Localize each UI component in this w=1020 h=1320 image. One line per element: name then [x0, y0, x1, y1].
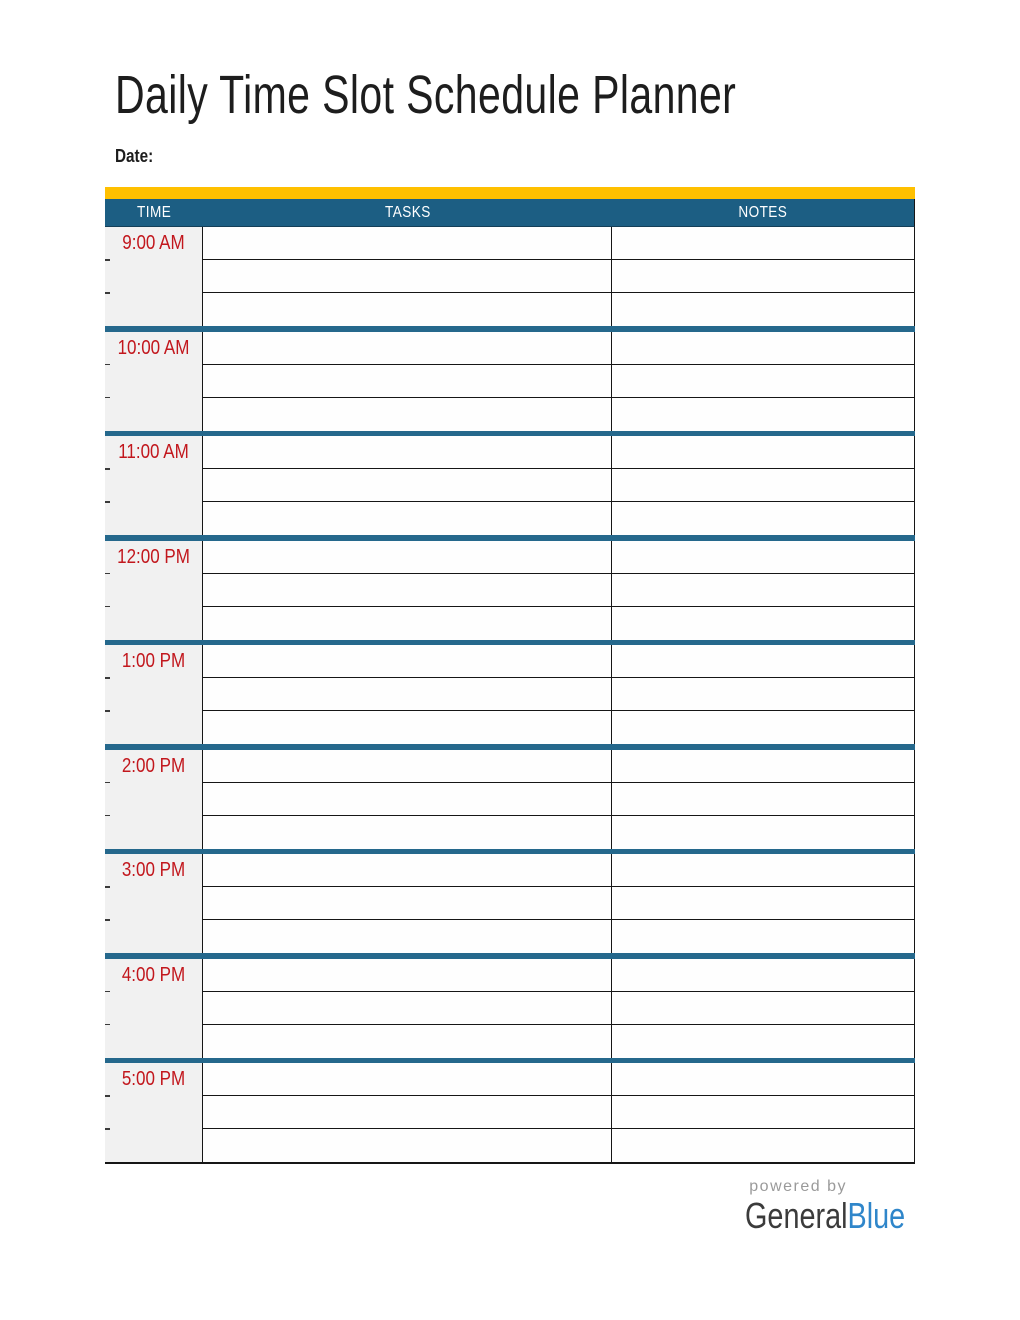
task-cell[interactable] [203, 607, 612, 640]
table-row [203, 1025, 915, 1058]
column-header-notes [612, 199, 914, 226]
time-slot-label: 1:00 PM [121, 650, 186, 672]
time-slot-label: 4:00 PM [121, 963, 186, 986]
task-cell[interactable] [203, 1063, 612, 1095]
task-cell[interactable] [203, 502, 612, 535]
table-row [203, 645, 915, 678]
task-cell[interactable] [203, 293, 612, 326]
brand-logo [705, 1195, 905, 1236]
task-cell[interactable] [203, 574, 612, 606]
table-row [203, 783, 915, 816]
time-slot-cell [105, 227, 203, 326]
table-row [203, 607, 915, 640]
time-slot-rows [203, 645, 915, 744]
task-cell[interactable] [203, 645, 612, 677]
task-cell[interactable] [203, 227, 612, 259]
task-cell[interactable] [203, 260, 612, 292]
note-cell[interactable] [612, 1063, 915, 1095]
table-row [203, 436, 915, 469]
note-cell[interactable] [612, 678, 915, 710]
task-cell[interactable] [203, 678, 612, 710]
time-slot-cell [105, 1063, 203, 1162]
time-slot-label: 12:00 PM [117, 545, 190, 568]
note-cell[interactable] [612, 469, 915, 501]
time-slot-label: 10:00 AM [117, 336, 190, 359]
table-row [203, 1063, 915, 1096]
note-cell[interactable] [612, 750, 915, 782]
time-slot-label: 3:00 PM [121, 859, 186, 881]
time-slot-group [105, 332, 915, 431]
note-cell[interactable] [612, 645, 915, 677]
task-cell[interactable] [203, 854, 612, 886]
task-cell[interactable] [203, 436, 612, 468]
table-row [203, 992, 915, 1025]
column-header-time-label: TIME [136, 203, 172, 221]
time-slot-group [105, 1063, 915, 1162]
time-slot-label: 5:00 PM [121, 1068, 186, 1090]
column-header-tasks-label: TASKS [384, 203, 431, 221]
note-cell[interactable] [612, 332, 915, 364]
time-slot-cell [105, 541, 203, 640]
note-cell[interactable] [612, 398, 915, 431]
time-slot-rows [203, 541, 915, 640]
note-cell[interactable] [612, 783, 915, 815]
table-row [203, 887, 915, 920]
table-row [203, 678, 915, 711]
note-cell[interactable] [612, 1025, 915, 1058]
note-cell[interactable] [612, 887, 915, 919]
task-cell[interactable] [203, 1096, 612, 1128]
time-slot-rows [203, 436, 915, 535]
time-slot-rows [203, 959, 915, 1058]
table-row [203, 1096, 915, 1129]
time-slot-group [105, 750, 915, 849]
brand-logo-text [744, 1195, 905, 1236]
table-row [203, 959, 915, 992]
brand-blue-label: Blue [847, 1195, 905, 1236]
time-slot-label: 11:00 AM [118, 441, 189, 463]
note-cell[interactable] [612, 574, 915, 606]
note-cell[interactable] [612, 541, 915, 573]
time-slot-cell [105, 750, 203, 849]
task-cell[interactable] [203, 816, 612, 849]
note-cell[interactable] [612, 1096, 915, 1128]
table-row [203, 502, 915, 535]
time-slot-cell [105, 332, 203, 431]
note-cell[interactable] [612, 920, 915, 953]
table-row [203, 365, 915, 398]
table-row [203, 711, 915, 744]
table-row [203, 227, 915, 260]
task-cell[interactable] [203, 887, 612, 919]
time-slot-cell [105, 436, 203, 535]
table-row [203, 293, 915, 326]
task-cell[interactable] [203, 541, 612, 573]
task-cell[interactable] [203, 365, 612, 397]
table-row [203, 1129, 915, 1162]
note-cell[interactable] [612, 502, 915, 535]
powered-by-label: powered by [749, 1178, 847, 1195]
note-cell[interactable] [612, 436, 915, 468]
table-row [203, 816, 915, 849]
note-cell[interactable] [612, 365, 915, 397]
time-slot-cell [105, 645, 203, 744]
note-cell[interactable] [612, 1129, 915, 1162]
time-slot-rows [203, 854, 915, 953]
note-cell[interactable] [612, 260, 915, 292]
time-slot-cell [105, 959, 203, 1058]
table-body [105, 227, 915, 1162]
table-row [203, 332, 915, 365]
note-cell[interactable] [612, 293, 915, 326]
task-cell[interactable] [203, 783, 612, 815]
note-cell[interactable] [612, 607, 915, 640]
task-cell[interactable] [203, 398, 612, 431]
task-cell[interactable] [203, 992, 612, 1024]
table-row [203, 854, 915, 887]
column-header-time [105, 199, 203, 226]
table-row [203, 398, 915, 431]
table-row [203, 750, 915, 783]
date-label: Date: [115, 146, 154, 166]
time-slot-group [105, 436, 915, 535]
task-cell[interactable] [203, 920, 612, 953]
time-slot-rows [203, 1063, 915, 1162]
time-slot-rows [203, 750, 915, 849]
task-cell[interactable] [203, 711, 612, 744]
page-title: Daily Time Slot Schedule Planner [115, 65, 737, 125]
time-slot-rows [203, 227, 915, 326]
note-cell[interactable] [612, 816, 915, 849]
table-row [203, 541, 915, 574]
time-slot-group [105, 645, 915, 744]
column-header-notes-label: NOTES [738, 203, 788, 221]
note-cell[interactable] [612, 854, 915, 886]
time-slot-group [105, 854, 915, 953]
time-slot-label: 9:00 AM [122, 232, 185, 254]
task-cell[interactable] [203, 1025, 612, 1058]
accent-bar [105, 187, 915, 199]
schedule-table [105, 187, 915, 1164]
task-cell[interactable] [203, 1129, 612, 1162]
task-cell[interactable] [203, 332, 612, 364]
table-row [203, 574, 915, 607]
task-cell[interactable] [203, 469, 612, 501]
task-cell[interactable] [203, 750, 612, 782]
time-slot-cell [105, 854, 203, 953]
time-slot-group [105, 227, 915, 326]
note-cell[interactable] [612, 992, 915, 1024]
table-row [203, 469, 915, 502]
time-slot-label: 2:00 PM [121, 754, 186, 777]
table-row [203, 920, 915, 953]
note-cell[interactable] [612, 959, 915, 991]
note-cell[interactable] [612, 711, 915, 744]
table-row [203, 260, 915, 293]
time-slot-group [105, 959, 915, 1058]
footer-brand [705, 1178, 905, 1236]
time-slot-rows [203, 332, 915, 431]
note-cell[interactable] [612, 227, 915, 259]
column-header-tasks [203, 199, 612, 226]
table-header-row [105, 199, 915, 227]
time-slot-group [105, 541, 915, 640]
brand-general-label: General [744, 1195, 848, 1236]
task-cell[interactable] [203, 959, 612, 991]
